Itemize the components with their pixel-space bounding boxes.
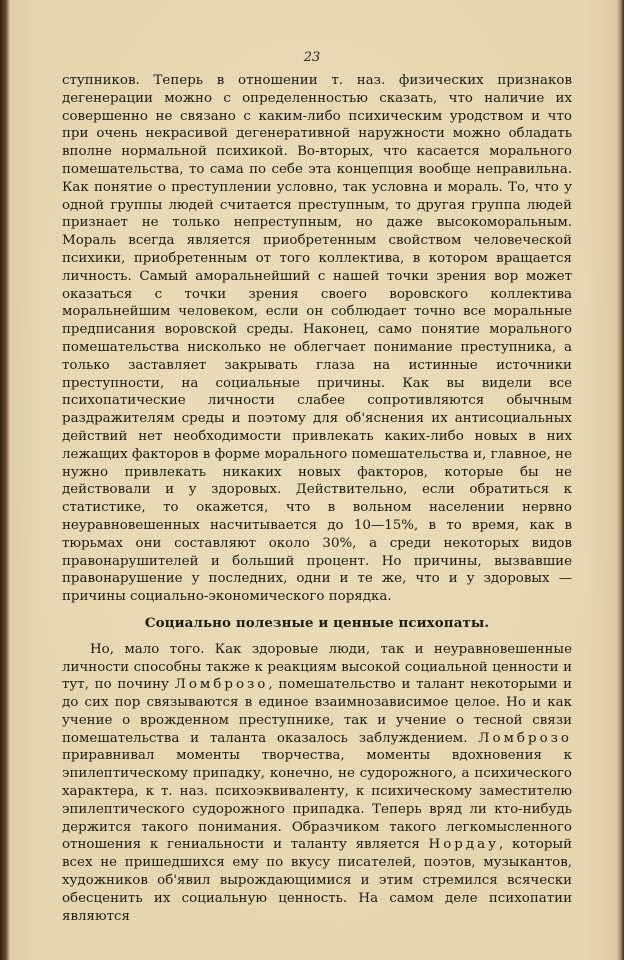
paragraph-2 bbox=[62, 641, 572, 926]
page-number: 23 bbox=[303, 50, 321, 65]
paragraph-2-part-1: Но, мало того. Как здоровые люди, так и неуравновешенные личности способны также к реакциям высокой социальной ценности и тут, по почину bbox=[62, 641, 572, 693]
author-name-lombroso: Ломброзо bbox=[174, 677, 269, 693]
paragraph-2-part-3: приравнивал моменты творчества, моменты вдохновения к эпилептическому припадку, конечно, не судорожного, а психического характера, к т. наз. психоэквиваленту, к психическому заместителю эпилептического судорожного припадка. Теперь вряд ли кто-нибудь держится такого понимания. Образчиком такого легкомысленного отношения к гениальности и таланту является bbox=[62, 748, 572, 853]
paragraph-1: ступников. Теперь в отношении т. наз. физических признаков дегенерации можно с определенностью сказать, что наличие их совершенно не связано с каким-либо психическим уродством и что при очень некрасивой дегенеративной наружности можно обладать вполне нормальной психикой. Во-вторых, что касается морального помешательства, то сама по себе эта концепция вообще неправильна. Как понятие о преступлении условно, так условна и мораль. То, что у одной группы людей считается преступным, то другая группа людей признает не только непреступным, но даже высокоморальным. Мораль всегда является приобретенным свойством человеческой психики, приобретенным от того коллектива, в котором вращается личность. Самый аморальнейший с нашей точки зрения вор может оказаться с точки зрения своего воровского коллектива моральнейшим человеком, если он соблюдает точно все моральные предписания воровской среды. Наконец, само понятие морального помешательства нисколько не облегчает понимание преступника, а только заставляет закрывать глаза на истинные источники преступности, на социальные причины. Как вы видели все психопатические личности слабее сопротивляются обычным раздражителям среды и поэтому для об'яснения их антисоциальных действий нет необходимости привлекать каких-либо новых в них лежащих факторов в форме морального помешательства и, главное, не нужно привлекать никаких новых факторов, которые бы не действовали и у здоровых. Действительно, если обратиться к статистике, то окажется, что в вольном населении нервно неуравновешенных насчитывается до 10—15%, в то время, как в тюрьмах они составляют около 30%, а среди некоторых видов правонарушителей и больший процент. Но причины, вызвавшие правонарушение у последних, одни и те же, что и у здоровых — причины социально-экономического порядка. bbox=[62, 73, 572, 605]
section-heading: Социально полезные и ценные психопаты. bbox=[144, 614, 490, 631]
page-edge-shadow bbox=[616, 0, 624, 960]
paragraph-2-part-4: , который всех не пришедшихся ему по вкусу писателей, поэтов, музыкантов, художников об'явил вырождающимися и этим стремился всячески обесценить их социальную ценность. На самом деле психопатии являются bbox=[62, 837, 572, 924]
author-name-lombroso-2: Ломброзо bbox=[478, 730, 572, 746]
body-text bbox=[62, 72, 572, 925]
paragraph-2-part-2: , помешательство и талант некоторыми и до сих пор связываются в единое взаимнозависимое целое. Но и как учение о врожденном преступнике, так и учение о тесной связи помешательства и таланта оказалось заблуждением. bbox=[62, 677, 572, 746]
binding-shadow bbox=[0, 0, 10, 960]
author-name-nordau: Нордау bbox=[428, 837, 499, 853]
